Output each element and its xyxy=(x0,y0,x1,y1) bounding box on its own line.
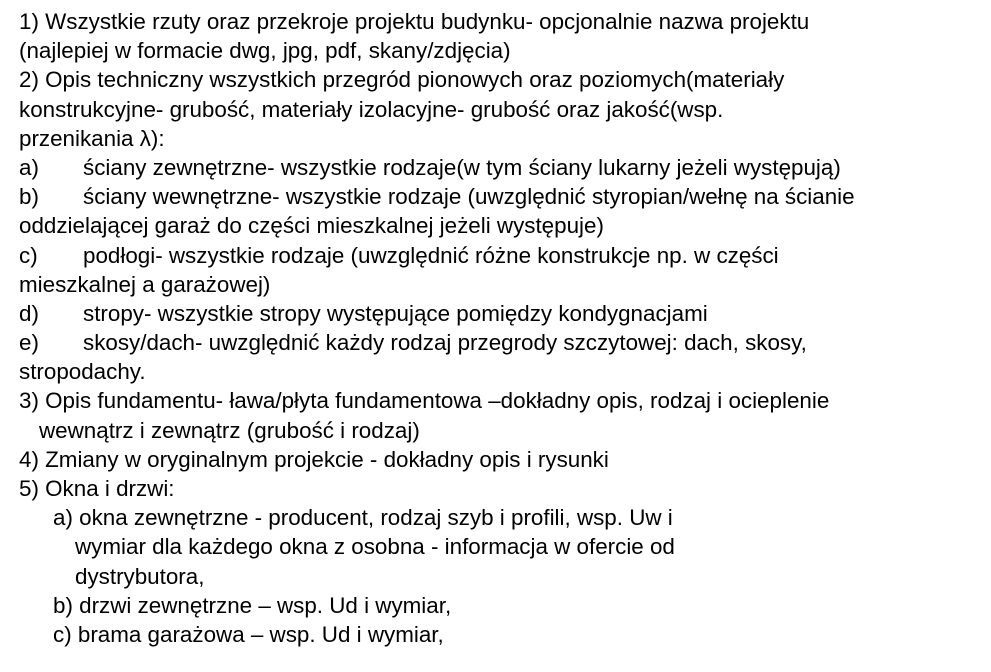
document-body xyxy=(19,7,991,649)
item-4-line-1: 4) Zmiany w oryginalnym projekcie - dokładny opis i rysunki xyxy=(19,446,609,472)
subitem-e xyxy=(19,328,991,357)
subitem-b xyxy=(19,182,991,211)
subitem-b-continuation: oddzielającej garaż do części mieszkalnej jeżeli występuje) xyxy=(19,213,604,239)
subitem-a xyxy=(19,153,991,182)
subitem-a-marker: a) xyxy=(19,154,39,180)
item-2-line-1: 2) Opis techniczny wszystkich przegród pionowych oraz poziomych(materiały xyxy=(19,67,785,93)
item-2-line-2: konstrukcyjne- grubość, materiały izolacyjne- grubość oraz jakość(wsp. xyxy=(19,96,724,122)
item-5-sub-b: b) drzwi zewnętrzne – wsp. Ud i wymiar, xyxy=(53,592,452,618)
subitem-d-marker: d) xyxy=(19,300,39,326)
item-5-sub-a-line-3: dystrybutora, xyxy=(75,563,205,589)
item-1-line-2: (najlepiej w formacie dwg, jpg, pdf, skany/zdjęcia) xyxy=(19,38,511,64)
item-3-line-1: 3) Opis fundamentu- ława/płyta fundamentowa –dokładny opis, rodzaj i ocieplenie xyxy=(19,388,830,414)
item-5-sub-a-line-2: wymiar dla każdego okna z osobna - informacja w ofercie od xyxy=(75,534,675,560)
subitem-a-text: ściany zewnętrzne- wszystkie rodzaje(w tym ściany lukarny jeżeli występują) xyxy=(83,154,841,180)
subitem-e-continuation: stropodachy. xyxy=(19,359,146,385)
item-3-line-2: wewnątrz i zewnątrz (grubość i rodzaj) xyxy=(39,417,420,443)
item-1-line-1: 1) Wszystkie rzuty oraz przekroje projektu budynku- opcjonalnie nazwa projektu xyxy=(19,9,810,34)
item-2-line-3: przenikania λ): xyxy=(19,125,165,151)
item-5-sub-c: c) brama garażowa – wsp. Ud i wymiar, xyxy=(53,621,444,647)
subitem-c xyxy=(19,241,991,270)
subitem-c-marker: c) xyxy=(19,242,38,268)
item-5-line-1: 5) Okna i drzwi: xyxy=(19,476,175,501)
item-5-sub-a-line-1: a) okna zewnętrzne - producent, rodzaj szyb i profili, wsp. Uw i xyxy=(53,505,673,531)
subitem-c-continuation: mieszkalnej a garażowej) xyxy=(19,271,271,297)
subitem-e-text: skosy/dach- uwzględnić każdy rodzaj przegrody szczytowej: dach, skosy, xyxy=(83,330,807,356)
subitem-d xyxy=(19,299,991,328)
subitem-d-text: stropy- wszystkie stropy występujące pomiędzy kondygnacjami xyxy=(83,300,708,326)
subitem-c-text: podłogi- wszystkie rodzaje (uwzględnić różne konstrukcje np. w części xyxy=(83,242,779,268)
subitem-b-marker: b) xyxy=(19,184,39,210)
subitem-e-marker: e) xyxy=(19,330,39,356)
subitem-b-text: ściany wewnętrzne- wszystkie rodzaje (uwzględnić styropian/wełnę na ścianie xyxy=(83,184,855,210)
